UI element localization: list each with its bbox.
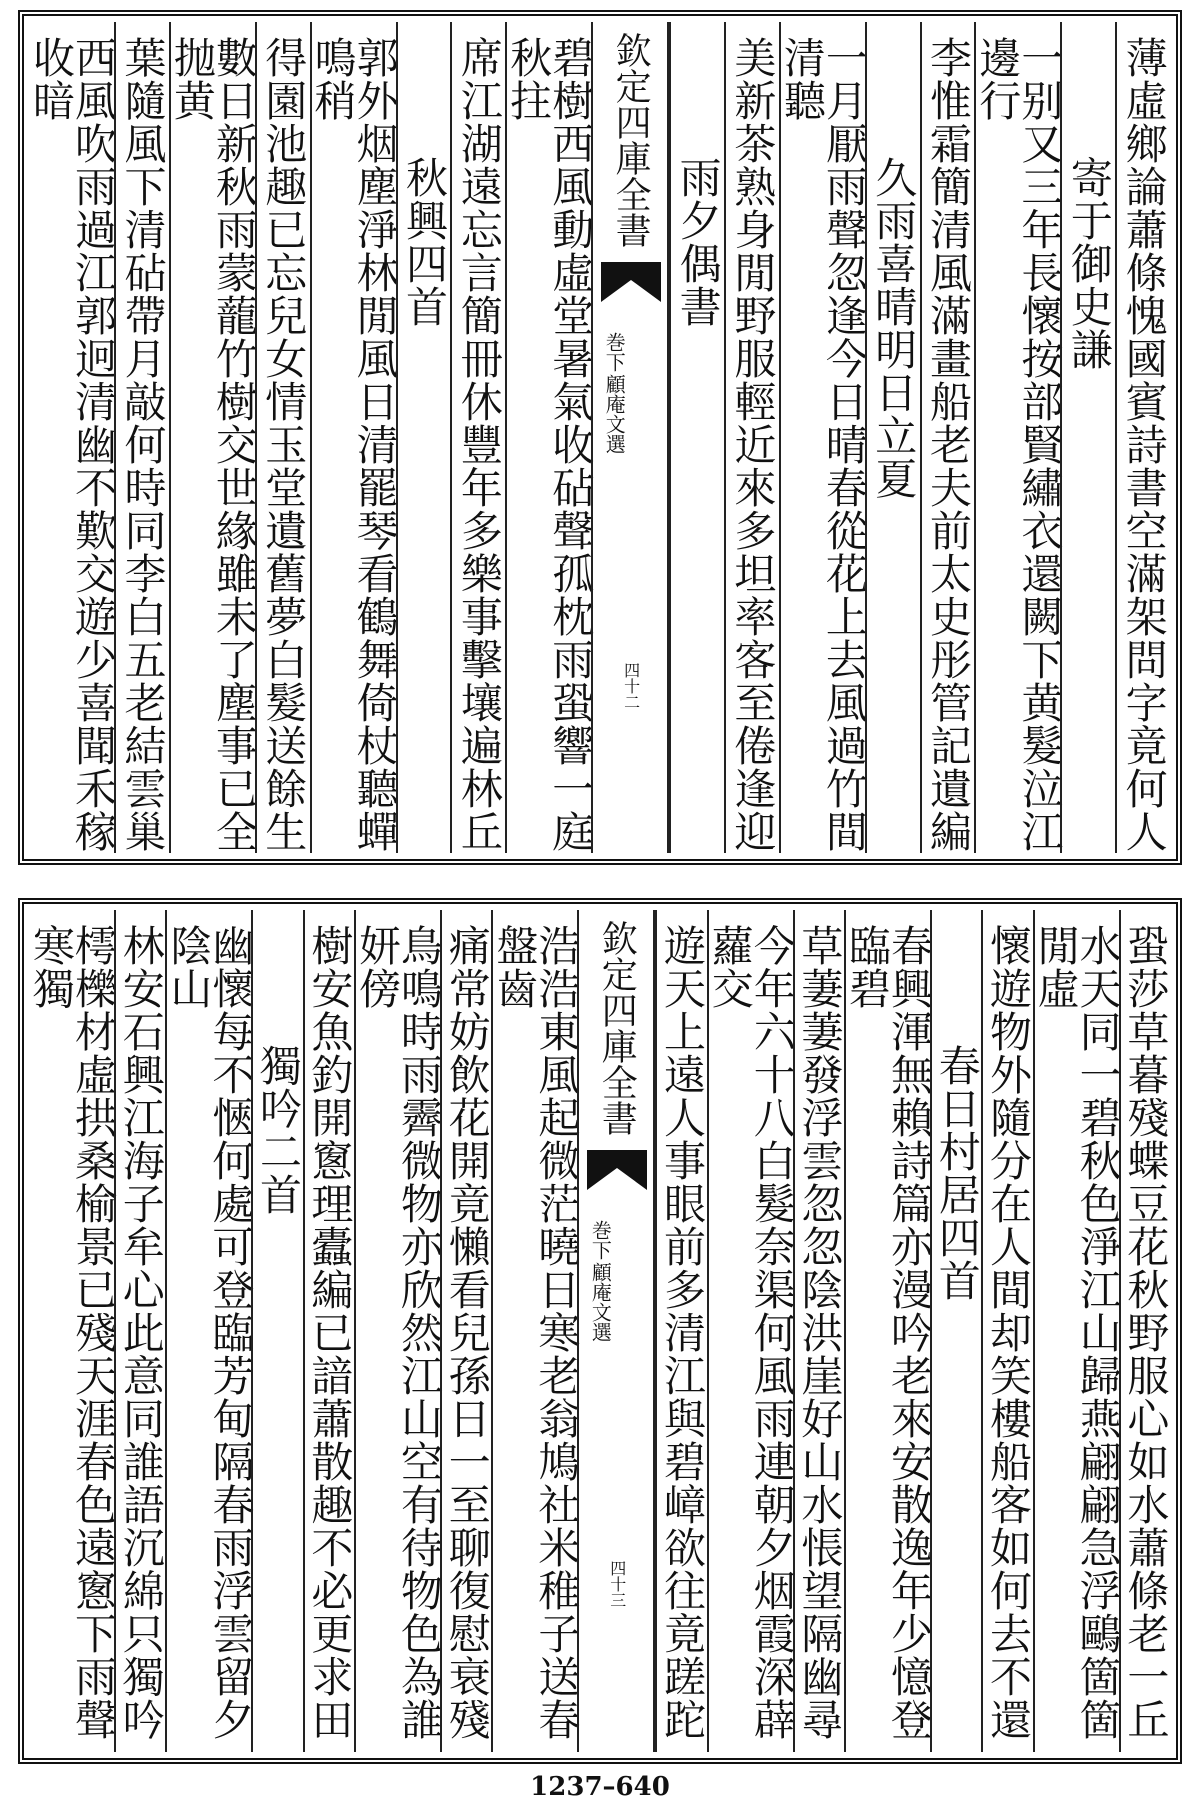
poem-title-column	[865, 22, 920, 853]
column-text: 樗櫟材虛拱桑榆景已殘天涯春色遠窻下雨聲寒獨	[27, 924, 119, 1741]
column-text: 春興渾無賴詩篇亦漫吟老來安散逸年少憶登臨碧	[843, 924, 935, 1741]
poem-title-column	[669, 22, 724, 853]
work-title: 顧庵文選	[602, 374, 627, 454]
column-text: 水天同一碧秋色淨江山歸燕翩翩急浮鷗箇箇閒虛	[1031, 924, 1123, 1741]
poem-title-column	[930, 910, 981, 1752]
text-column	[255, 22, 310, 853]
center-fold-column	[577, 910, 655, 1752]
poem-title-column	[251, 910, 302, 1752]
column-text: 薄虛鄉論蕭條愧國賓詩書空滿架問字竟何人	[1119, 36, 1169, 853]
column-text: 遊天上遠人事眼前多清江與碧嶂欲往竟蹉跎	[658, 924, 708, 1741]
text-column	[655, 910, 706, 1752]
fishtail-mark-icon	[587, 1150, 647, 1190]
column-text: 樹安魚釣開窻理蠹編已諳蕭散趣不必更求田	[305, 924, 355, 1741]
text-column	[981, 910, 1032, 1752]
text-column	[440, 910, 491, 1752]
page-number: 1237–640	[530, 1772, 670, 1802]
volume-number: 巻下	[588, 1220, 613, 1260]
collection-title: 欽定四庫全書	[596, 920, 638, 1136]
column-text: 獨吟二首	[254, 1044, 304, 1216]
column-text: 蛩莎草暮殘蝶豆花秋野服心如水蕭條老一丘	[1121, 924, 1171, 1741]
column-text: 今年六十八白髮奈渠何風雨連朝夕烟霞深薜蘿交	[705, 924, 797, 1741]
volume-label	[588, 1220, 613, 1342]
leaf-number: 四十三	[607, 1560, 627, 1608]
column-text: 寄于御史謙	[1064, 156, 1114, 371]
column-text: 數日新秋雨蒙蘢竹樹交世緣雖未了塵事已全抛黄	[167, 36, 259, 853]
text-column	[490, 910, 582, 1752]
text-column	[504, 22, 596, 853]
column-text: 李惟霜簡清風滿畫船老夫前太史彤管記遺編	[924, 36, 974, 853]
fishtail-mark-icon	[601, 262, 661, 302]
column-text: 林安石興江海子牟心此意同誰語沉綿只獨吟	[116, 924, 166, 1741]
text-column	[777, 22, 869, 853]
text-column	[724, 22, 779, 853]
column-text: 葉隨風下清砧帶月敲何時同李白五老結雲巢	[118, 36, 168, 853]
poem-title-column	[1060, 22, 1115, 853]
column-text: 春日村居四首	[932, 1044, 982, 1302]
collection-title: 欽定四庫全書	[610, 32, 652, 248]
column-text: 秋興四首	[400, 156, 450, 328]
text-column	[973, 22, 1065, 853]
text-column	[705, 910, 797, 1752]
text-column	[1031, 910, 1123, 1752]
text-column	[450, 22, 505, 853]
leaf-number: 四十二	[621, 662, 641, 710]
text-column	[114, 22, 169, 853]
column-text: 鳥鳴時雨霽微物亦欣然江山空有待物色為誰妍傍	[353, 924, 445, 1741]
text-column	[308, 22, 400, 853]
column-text: 席江湖遠忘言簡冊休豐年多樂事擊壤遍林丘	[454, 36, 504, 853]
text-column	[164, 910, 256, 1752]
text-column	[353, 910, 445, 1752]
column-text: 一月厭雨聲忽逢今日晴春從花上去風過竹間清聽	[777, 36, 869, 853]
page-top	[18, 10, 1182, 865]
text-column	[114, 910, 165, 1752]
work-title: 顧庵文選	[588, 1262, 613, 1342]
column-text: 浩浩東風起微茫曉日寒老翁鳩社米稚子送春盤齒	[490, 924, 582, 1741]
column-text: 郭外烟塵淨林閒風日清罷琴看鶴舞倚杖聽蟬鳴稍	[308, 36, 400, 853]
column-text: 一别又三年長懷按部賢繡衣還闕下黄髮泣江邊行	[973, 36, 1065, 853]
text-column	[27, 22, 119, 853]
center-fold-column	[591, 22, 669, 853]
text-column	[920, 22, 975, 853]
text-column	[303, 910, 354, 1752]
column-text: 草萋萋發浮雲忽忽陰洪崖好山水悵望隔幽尋	[795, 924, 845, 1741]
text-columns-bottom	[27, 910, 1171, 1752]
column-text: 痛常妨飲花開竟懶看兒孫日一至聊復慰衰殘	[442, 924, 492, 1741]
column-text: 久雨喜晴明日立夏	[869, 156, 919, 500]
column-text: 懷遊物外隨分在人間却笑樓船客如何去不還	[984, 924, 1034, 1741]
volume-label	[602, 332, 627, 454]
text-column	[167, 22, 259, 853]
column-text: 碧樹西風動虛堂暑氣收砧聲孤枕雨蛩響一庭秋拄	[504, 36, 596, 853]
text-column	[1115, 22, 1170, 853]
text-column	[793, 910, 844, 1752]
column-text: 得園池趣已忘兒女情玉堂遺舊夢白髮送餘生	[259, 36, 309, 853]
text-column	[1119, 910, 1170, 1752]
poem-title-column	[396, 22, 451, 853]
column-text: 西風吹雨過江郭迥清幽不歎交遊少喜聞禾稼收暗	[27, 36, 119, 853]
text-column	[843, 910, 935, 1752]
page-bottom	[18, 898, 1182, 1764]
column-text: 美新茶熟身閒野服輕近來多坦率客至倦逢迎	[728, 36, 778, 853]
text-column	[27, 910, 119, 1752]
column-text: 幽懷每不愜何處可登臨芳甸隔春雨浮雲留夕陰山	[164, 924, 256, 1741]
text-columns-top	[27, 22, 1170, 853]
volume-number: 巻下	[602, 332, 627, 372]
column-text: 雨夕偶書	[673, 156, 723, 328]
